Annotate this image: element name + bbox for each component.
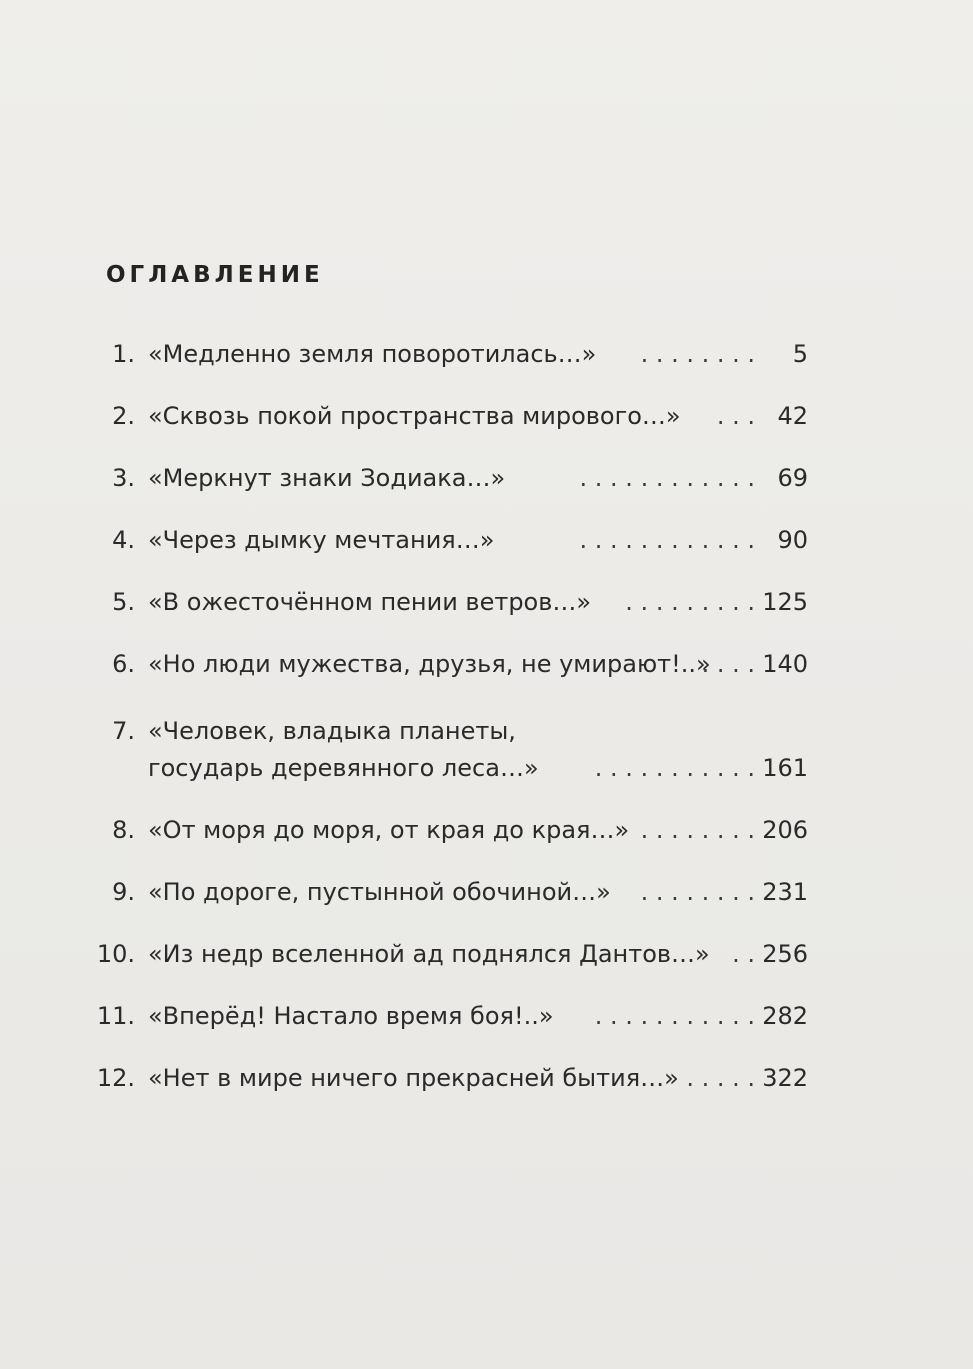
leader-dots: . . . . . . . . [640, 340, 755, 368]
leader-dots: . . . . . . . . . [625, 588, 755, 616]
entry-title-line-1: «Человек, владыка планеты, [148, 717, 516, 745]
leader-dots: . . . . [701, 650, 755, 678]
entry-title: «Из недр вселенной ад поднялся Дантов…» [148, 940, 710, 968]
toc-entry [0, 396, 973, 436]
entry-title: «Медленно земля поворотилась…» [148, 340, 597, 368]
entry-number: 5. [112, 588, 135, 616]
entry-page-number: 282 [762, 1002, 808, 1030]
entry-number: 1. [112, 340, 135, 368]
leader-dots: . . [732, 940, 755, 968]
entry-page-number: 5 [792, 340, 808, 368]
leader-dots: . . . [716, 402, 755, 430]
entry-number: 8. [112, 816, 135, 844]
entry-title: «По дороге, пустынной обочиной…» [148, 878, 611, 906]
entry-title-line-2: государь деревянного леса…» [148, 754, 539, 782]
entry-title: «Через дымку мечтания…» [148, 526, 495, 554]
entry-number: 3. [112, 464, 135, 492]
leader-dots: . . . . . [686, 1064, 755, 1092]
entry-number: 2. [112, 402, 135, 430]
toc-entry [0, 520, 973, 560]
leader-dots: . . . . . . . . [640, 878, 755, 906]
entry-page-number: 161 [762, 754, 808, 782]
entry-title: «Но люди мужества, друзья, не умирают!..» [148, 650, 711, 678]
entry-title: «Меркнут знаки Зодиака…» [148, 464, 506, 492]
entry-page-number: 140 [762, 650, 808, 678]
entry-number: 4. [112, 526, 135, 554]
toc-entry [0, 996, 973, 1036]
entry-page-number: 69 [777, 464, 808, 492]
entry-number: 7. [112, 717, 135, 745]
toc-entry [0, 644, 973, 684]
toc-entry [0, 1058, 973, 1098]
entry-page-number: 322 [762, 1064, 808, 1092]
toc-entry [0, 810, 973, 850]
leader-dots: . . . . . . . . [640, 816, 755, 844]
leader-dots: . . . . . . . . . . . . [579, 464, 755, 492]
page-title: ОГЛАВЛЕНИЕ [106, 262, 324, 288]
toc-entry [0, 334, 973, 374]
entry-number: 9. [112, 878, 135, 906]
toc-entry [0, 582, 973, 622]
entry-title: «От моря до моря, от края до края…» [148, 816, 630, 844]
entry-number: 11. [96, 1002, 135, 1030]
entry-number: 6. [112, 650, 135, 678]
entry-number: 10. [96, 940, 135, 968]
entry-page-number: 125 [762, 588, 808, 616]
entry-title: «Нет в мире ничего прекрасней бытия…» [148, 1064, 679, 1092]
entry-page-number: 42 [777, 402, 808, 430]
entry-page-number: 256 [762, 940, 808, 968]
entry-page-number: 206 [762, 816, 808, 844]
entry-title: «Вперёд! Настало время боя!..» [148, 1002, 554, 1030]
entry-page-number: 90 [777, 526, 808, 554]
leader-dots: . . . . . . . . . . . [594, 754, 755, 782]
leader-dots: . . . . . . . . . . . [594, 1002, 755, 1030]
toc-entry [0, 872, 973, 912]
entry-title: «В ожесточённом пении ветров…» [148, 588, 592, 616]
toc-entry [0, 934, 973, 974]
leader-dots: . . . . . . . . . . . . [579, 526, 755, 554]
entry-number: 12. [96, 1064, 135, 1092]
entry-page-number: 231 [762, 878, 808, 906]
toc-entry [0, 711, 973, 791]
entry-title: «Сквозь покой пространства мирового…» [148, 402, 681, 430]
toc-entry [0, 458, 973, 498]
